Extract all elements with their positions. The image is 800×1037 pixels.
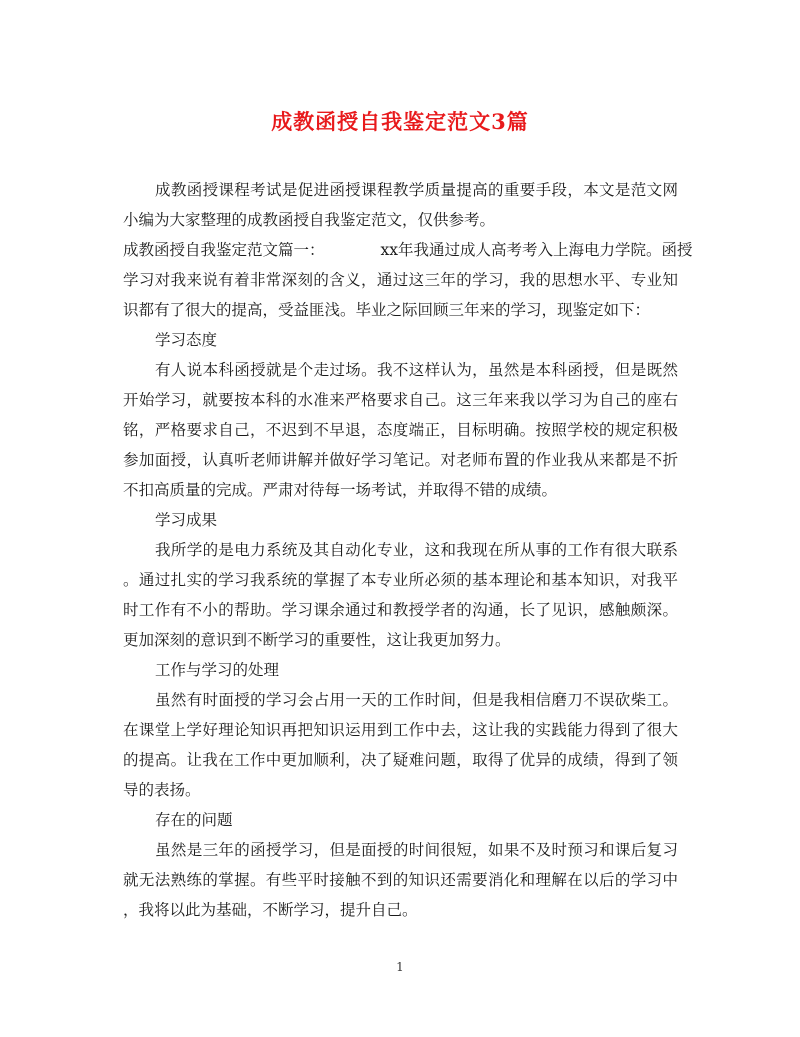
paragraph-line: 参加面授，认真听老师讲解并做好学习笔记。对老师布置的作业我从来都是不折 <box>123 451 678 469</box>
paragraph-line: 导的表扬。 <box>123 781 201 799</box>
page-number: 1 <box>396 960 404 974</box>
article1-lead-text: xx年我通过成人高考考入上海电力学院。函授 <box>380 241 693 259</box>
paragraph-line: 。通过扎实的学习我系统的掌握了本专业所必须的基本理论和基本知识，对我平 <box>123 571 678 589</box>
article1-line-2: 学习对我来说有着非常深刻的含义，通过这三年的学习，我的思想水平、专业知 <box>123 271 678 289</box>
paragraph-line: 我所学的是电力系统及其自动化专业，这和我现在所从事的工作有很大联系 <box>155 541 678 559</box>
section-heading-work-study: 工作与学习的处理 <box>155 661 280 679</box>
intro-line-2: 小编为大家整理的成教函授自我鉴定范文，仅供参考。 <box>123 211 496 229</box>
paragraph-line: 虽然是三年的函授学习，但是面授的时间很短，如果不及时预习和课后复习 <box>155 841 678 859</box>
paragraph-line: 在课堂上学好理论知识再把知识运用到工作中去，这让我的实践能力得到了很大 <box>123 721 678 739</box>
paragraph-line: ，我将以此为基础，不断学习，提升自己。 <box>123 901 418 919</box>
article1-lead-label: 成教函授自我鉴定范文篇一： <box>123 241 325 259</box>
paragraph-line: 不扣高质量的完成。严肃对待每一场考试，并取得不错的成绩。 <box>123 481 558 499</box>
section-heading-problems: 存在的问题 <box>155 811 233 829</box>
paragraph-line: 虽然有时面授的学习会占用一天的工作时间，但是我相信磨刀不误砍柴工。 <box>155 691 678 709</box>
paragraph-line: 开始学习，就要按本科的水准来严格要求自己。这三年来我以学习为自己的座右 <box>123 391 678 409</box>
paragraph-line: 有人说本科函授就是个走过场。我不这样认为，虽然是本科函授，但是既然 <box>155 361 678 379</box>
document-title: 成教函授自我鉴定范文3篇 <box>271 109 529 134</box>
paragraph-line: 更加深刻的意识到不断学习的重要性，这让我更加努力。 <box>123 631 511 649</box>
document-body <box>123 175 693 925</box>
paragraph-line: 的提高。让我在工作中更加顺利，决了疑难问题，取得了优异的成绩，得到了领 <box>123 751 678 769</box>
section-heading-results: 学习成果 <box>155 511 218 529</box>
paragraph-line: 就无法熟练的掌握。有些平时接触不到的知识还需要消化和理解在以后的学习中 <box>123 871 678 889</box>
section-heading-attitude: 学习态度 <box>155 331 218 349</box>
intro-line-1: 成教函授课程考试是促进函授课程教学质量提高的重要手段，本文是范文网 <box>155 181 678 199</box>
paragraph-line: 时工作有不小的帮助。学习课余通过和教授学者的沟通，长了见识，感触颇深。 <box>123 601 678 619</box>
paragraph-line: 铭，严格要求自己，不迟到不早退，态度端正，目标明确。按照学校的规定积极 <box>123 421 678 439</box>
article1-line-3: 识都有了很大的提高，受益匪浅。毕业之际回顾三年来的学习，现鉴定如下： <box>123 301 651 319</box>
article1-lead-line <box>123 235 693 265</box>
